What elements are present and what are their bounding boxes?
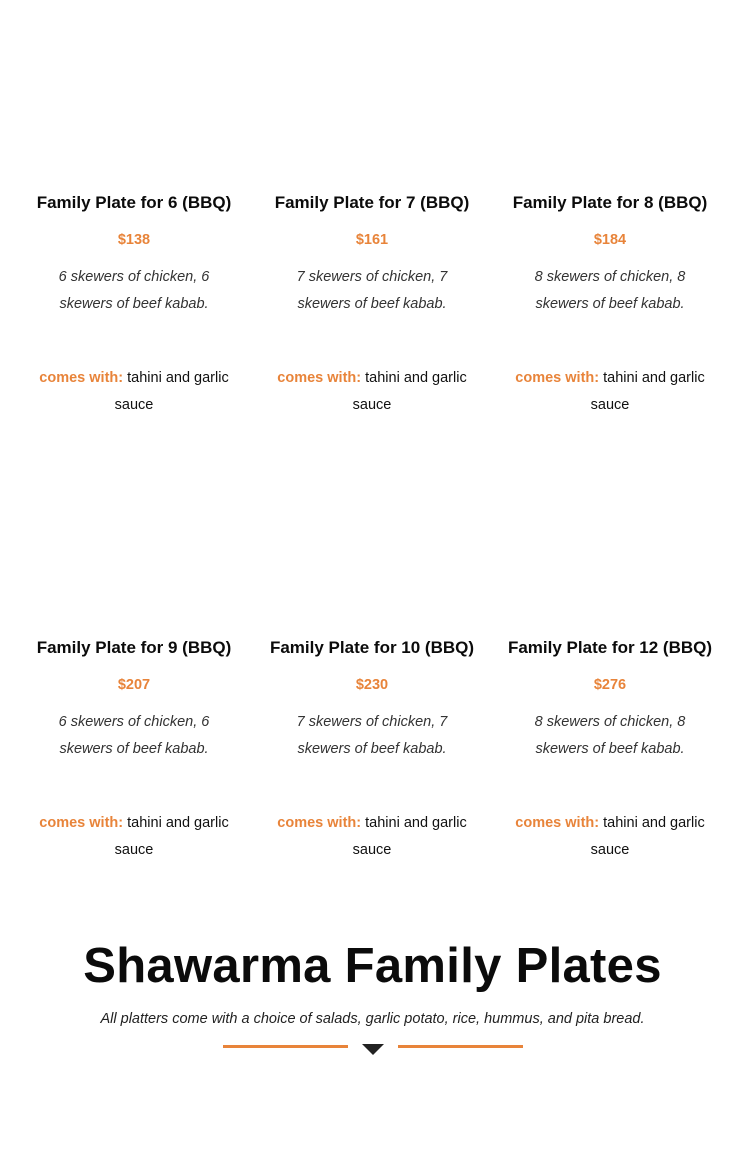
menu-item-description: 8 skewers of chicken, 8 skewers of beef kabab. <box>534 714 686 757</box>
menu-item-comes-with <box>510 365 710 419</box>
menu-item-price: $138 <box>117 232 151 248</box>
menu-item-comes-with <box>34 365 234 419</box>
caret-down-icon <box>362 1044 384 1055</box>
comes-with-label: comes with: <box>515 370 600 386</box>
menu-item-title: Family Plate for 10 (BBQ) <box>269 638 475 657</box>
menu-item-description: 7 skewers of chicken, 7 skewers of beef kabab. <box>296 714 448 757</box>
comes-with-label: comes with: <box>515 815 600 831</box>
menu-item-title: Family Plate for 12 (BBQ) <box>507 638 713 657</box>
menu-item-card <box>15 190 253 419</box>
menu-row-1 <box>15 190 729 419</box>
menu-row-2 <box>15 635 729 864</box>
comes-with-label: comes with: <box>39 370 124 386</box>
menu-item-price: $230 <box>355 677 389 693</box>
menu-item-price: $276 <box>593 677 627 693</box>
menu-item-title: Family Plate for 9 (BBQ) <box>36 638 232 657</box>
comes-with-text: tahini and garlic sauce <box>352 370 467 413</box>
menu-item-title: Family Plate for 7 (BBQ) <box>274 193 470 212</box>
menu-item-title: Family Plate for 6 (BBQ) <box>36 193 232 212</box>
menu-item-card <box>491 635 729 864</box>
menu-item-card <box>253 190 491 419</box>
comes-with-text: tahini and garlic sauce <box>114 370 229 413</box>
comes-with-text: tahini and garlic sauce <box>352 815 467 858</box>
comes-with-label: comes with: <box>277 370 362 386</box>
menu-item-card <box>15 635 253 864</box>
comes-with-text: tahini and garlic sauce <box>590 370 705 413</box>
section-divider <box>223 1040 523 1056</box>
menu-item-comes-with <box>272 365 472 419</box>
menu-item-description: 6 skewers of chicken, 6 skewers of beef kabab. <box>58 714 210 757</box>
comes-with-text: tahini and garlic sauce <box>114 815 229 858</box>
section-title: Shawarma Family Plates <box>83 939 662 993</box>
menu-item-comes-with <box>34 810 234 864</box>
menu-item-comes-with <box>510 810 710 864</box>
menu-item-price: $184 <box>593 232 627 248</box>
menu-item-description: 7 skewers of chicken, 7 skewers of beef kabab. <box>296 269 448 312</box>
menu-item-card <box>253 635 491 864</box>
section-subtitle: All platters come with a choice of salads, garlic potato, rice, hummus, and pita bread. <box>100 1011 645 1027</box>
menu-item-description: 6 skewers of chicken, 6 skewers of beef kabab. <box>58 269 210 312</box>
divider-line-left <box>223 1045 348 1048</box>
comes-with-text: tahini and garlic sauce <box>590 815 705 858</box>
comes-with-label: comes with: <box>39 815 124 831</box>
comes-with-label: comes with: <box>277 815 362 831</box>
menu-item-card <box>491 190 729 419</box>
menu-item-comes-with <box>272 810 472 864</box>
section-header <box>0 930 745 1056</box>
menu-item-price: $207 <box>117 677 151 693</box>
divider-line-right <box>398 1045 523 1048</box>
menu-item-description: 8 skewers of chicken, 8 skewers of beef kabab. <box>534 269 686 312</box>
menu-item-price: $161 <box>355 232 389 248</box>
menu-item-title: Family Plate for 8 (BBQ) <box>512 193 708 212</box>
